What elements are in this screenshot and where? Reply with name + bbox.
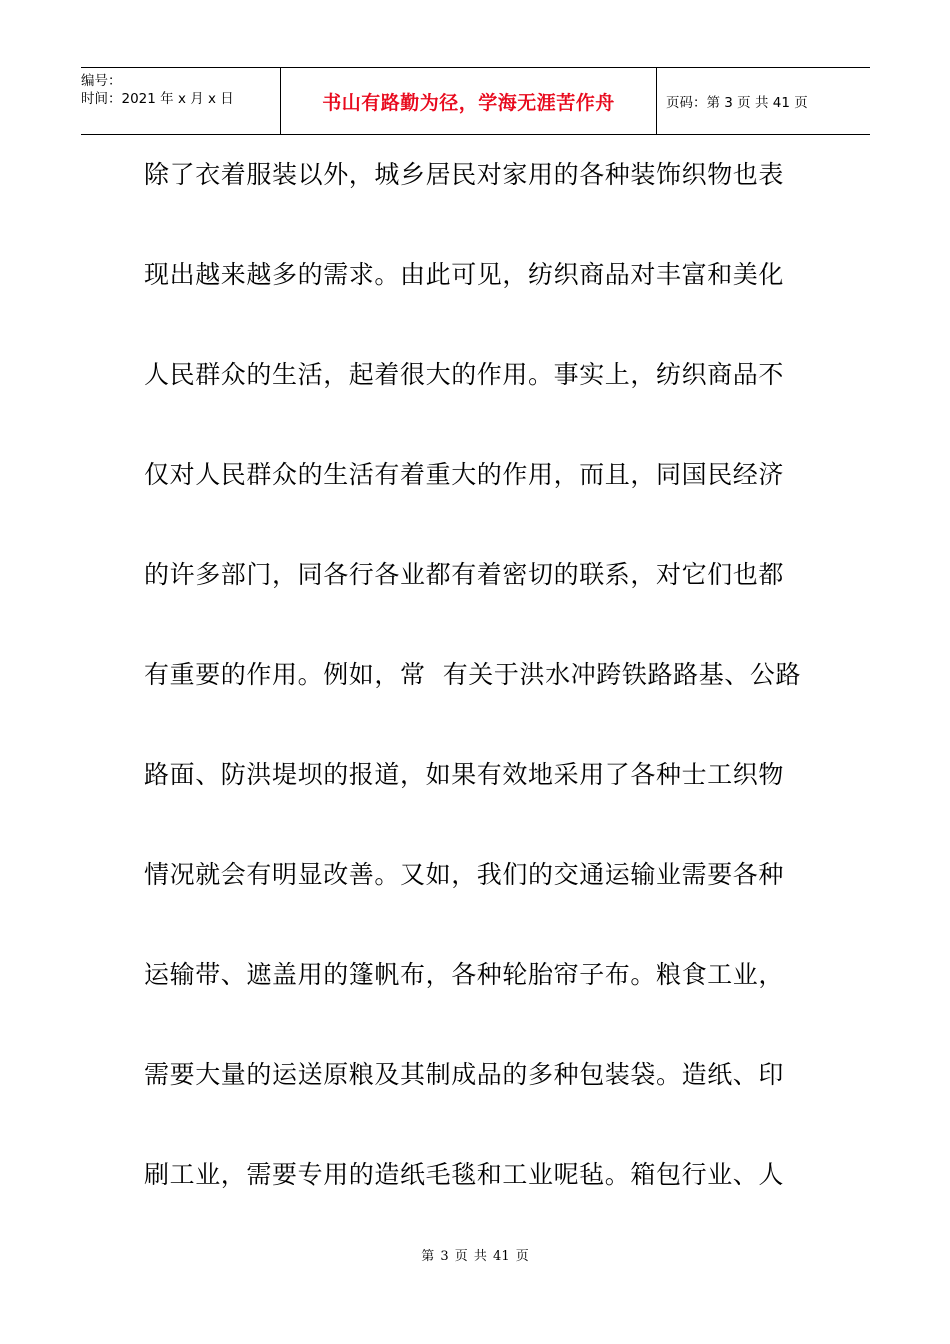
text-line: 仅对人民群众的生活有着重大的作用，而且，同国民经济 [144, 460, 785, 489]
text-line: 情况就会有明显改善。又如，我们的交通运输业需要各种 [144, 860, 785, 889]
text-line: 的许多部门，同各行各业都有着密切的联系，对它们也都 [144, 560, 785, 589]
page-header [81, 67, 870, 135]
header-page-info: 页码：第 3 页 共 41 页 [666, 95, 808, 111]
text-line: 路面、防洪堤坝的报道，如果有效地采用了各种士工织物 [144, 760, 785, 789]
page-footer: 第 3 页 共 41 页 [421, 1249, 529, 1264]
text-line: 有重要的作用。例如，常 有关于洪水冲跨铁路路基、公路 [144, 660, 802, 689]
header-meta [81, 68, 281, 134]
text-line: 运输带、遮盖用的篷帆布，各种轮胎帘子布。粮食工业， [144, 960, 785, 989]
header-motto: 书山有路勤为径，学海无涯苦作舟 [281, 68, 657, 134]
document-number-label: 编号： [81, 73, 122, 89]
text-line: 人民群众的生活，起着很大的作用。事实上，纺织商品不 [144, 360, 785, 389]
document-date-label: 时间：2021 年 x 月 x 日 [81, 91, 234, 107]
text-line: 除了衣着服装以外，城乡居民对家用的各种装饰织物也表 [144, 160, 785, 189]
text-line: 需要大量的运送原粮及其制成品的多种包装袋。造纸、印 [144, 1060, 785, 1089]
text-line: 现出越来越多的需求。由此可见，纺织商品对丰富和美化 [144, 260, 785, 289]
text-line: 刷工业，需要专用的造纸毛毯和工业呢毡。箱包行业、人 [144, 1160, 785, 1189]
